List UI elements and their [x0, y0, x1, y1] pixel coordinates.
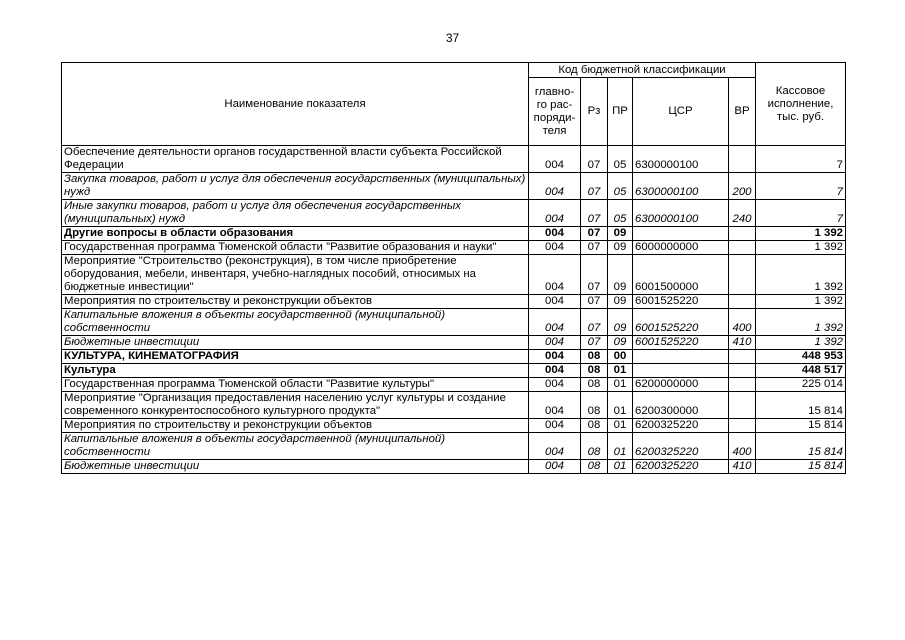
cell-amount: 15 814	[756, 392, 846, 419]
cell-amount: 1 392	[756, 227, 846, 241]
cell-glav: 004	[529, 227, 581, 241]
header-vr: ВР	[729, 78, 756, 146]
cell-glav: 004	[529, 146, 581, 173]
cell-glav: 004	[529, 419, 581, 433]
header-rz: Рз	[581, 78, 608, 146]
cell-pr: 01	[608, 419, 633, 433]
cell-vr	[729, 419, 756, 433]
cell-pr: 05	[608, 173, 633, 200]
cell-name: Иные закупки товаров, работ и услуг для обеспечения государственных (муниципальных) нужд	[62, 200, 529, 227]
cell-rz: 07	[581, 295, 608, 309]
cell-amount: 15 814	[756, 433, 846, 460]
cell-amount: 7	[756, 200, 846, 227]
cell-pr: 05	[608, 200, 633, 227]
cell-pr: 01	[608, 364, 633, 378]
cell-glav: 004	[529, 173, 581, 200]
table-row	[62, 295, 846, 309]
cell-name: Мероприятие "Строительство (реконструкция), в том числе приобретение оборудования, мебели, инвентаря, учебно-наглядных пособий, относимых на бюджетные инвестиции"	[62, 255, 529, 295]
cell-pr: 01	[608, 392, 633, 419]
cell-amount: 15 814	[756, 460, 846, 474]
cell-amount: 7	[756, 146, 846, 173]
table-body	[62, 146, 846, 474]
header-csr: ЦСР	[633, 78, 729, 146]
cell-glav: 004	[529, 295, 581, 309]
cell-amount: 1 392	[756, 309, 846, 336]
page-number: 37	[445, 31, 460, 45]
cell-name: Культура	[62, 364, 529, 378]
cell-csr: 6200325220	[633, 419, 729, 433]
cell-csr: 6001525220	[633, 309, 729, 336]
cell-glav: 004	[529, 378, 581, 392]
cell-csr: 6200325220	[633, 460, 729, 474]
cell-vr: 410	[729, 460, 756, 474]
header-name: Наименование показателя	[62, 63, 529, 146]
cell-rz: 08	[581, 392, 608, 419]
cell-amount: 7	[756, 173, 846, 200]
table-row	[62, 200, 846, 227]
cell-csr: 6300000100	[633, 146, 729, 173]
cell-glav: 004	[529, 241, 581, 255]
cell-csr	[633, 350, 729, 364]
cell-pr: 01	[608, 433, 633, 460]
cell-amount: 1 392	[756, 295, 846, 309]
cell-csr: 6000000000	[633, 241, 729, 255]
cell-name: Другие вопросы в области образования	[62, 227, 529, 241]
table-row	[62, 350, 846, 364]
header-amount: Кассовое исполнение, тыс. руб.	[756, 63, 846, 146]
cell-name: Обеспечение деятельности органов государственной власти субъекта Российской Федерации	[62, 146, 529, 173]
cell-glav: 004	[529, 364, 581, 378]
cell-rz: 08	[581, 433, 608, 460]
cell-vr	[729, 392, 756, 419]
table-row	[62, 392, 846, 419]
cell-vr	[729, 350, 756, 364]
cell-csr	[633, 227, 729, 241]
cell-csr	[633, 364, 729, 378]
table-header	[62, 63, 846, 146]
cell-name: Мероприятие "Организация предоставления населению услуг культуры и создание современного конкурентоспособного культурного продукта"	[62, 392, 529, 419]
cell-pr: 01	[608, 460, 633, 474]
cell-glav: 004	[529, 460, 581, 474]
cell-amount: 1 392	[756, 241, 846, 255]
table-row	[62, 309, 846, 336]
table-row	[62, 336, 846, 350]
cell-glav: 004	[529, 255, 581, 295]
table-row	[62, 146, 846, 173]
cell-glav: 004	[529, 200, 581, 227]
cell-name: Мероприятия по строительству и реконструкции объектов	[62, 295, 529, 309]
cell-vr: 400	[729, 433, 756, 460]
cell-rz: 08	[581, 419, 608, 433]
cell-glav: 004	[529, 433, 581, 460]
table-row	[62, 433, 846, 460]
table-row	[62, 173, 846, 200]
cell-csr: 6200300000	[633, 392, 729, 419]
table-row	[62, 364, 846, 378]
cell-pr: 01	[608, 378, 633, 392]
cell-amount: 225 014	[756, 378, 846, 392]
cell-glav: 004	[529, 392, 581, 419]
cell-name: Закупка товаров, работ и услуг для обеспечения государственных (муниципальных) нужд	[62, 173, 529, 200]
table-row	[62, 378, 846, 392]
cell-csr: 6001525220	[633, 336, 729, 350]
cell-pr: 09	[608, 255, 633, 295]
cell-amount: 448 953	[756, 350, 846, 364]
cell-csr: 6300000100	[633, 200, 729, 227]
cell-vr: 400	[729, 309, 756, 336]
cell-pr: 09	[608, 309, 633, 336]
table-row	[62, 255, 846, 295]
cell-pr: 09	[608, 295, 633, 309]
cell-rz: 07	[581, 227, 608, 241]
cell-amount: 448 517	[756, 364, 846, 378]
cell-vr	[729, 295, 756, 309]
cell-vr: 240	[729, 200, 756, 227]
cell-pr: 05	[608, 146, 633, 173]
cell-rz: 07	[581, 336, 608, 350]
cell-rz: 07	[581, 200, 608, 227]
cell-name: Бюджетные инвестиции	[62, 336, 529, 350]
cell-rz: 07	[581, 173, 608, 200]
cell-rz: 07	[581, 255, 608, 295]
cell-csr: 6001525220	[633, 295, 729, 309]
cell-vr	[729, 241, 756, 255]
cell-vr	[729, 146, 756, 173]
cell-vr	[729, 364, 756, 378]
cell-rz: 08	[581, 350, 608, 364]
cell-name: Мероприятия по строительству и реконструкции объектов	[62, 419, 529, 433]
cell-vr: 200	[729, 173, 756, 200]
cell-vr	[729, 255, 756, 295]
cell-rz: 07	[581, 146, 608, 173]
budget-table	[61, 62, 846, 474]
cell-glav: 004	[529, 336, 581, 350]
header-glav: главно-го рас-поряди-теля	[529, 78, 581, 146]
cell-rz: 07	[581, 241, 608, 255]
cell-vr	[729, 227, 756, 241]
cell-pr: 09	[608, 241, 633, 255]
cell-name: КУЛЬТУРА, КИНЕМАТОГРАФИЯ	[62, 350, 529, 364]
cell-amount: 1 392	[756, 255, 846, 295]
table-row	[62, 227, 846, 241]
cell-vr: 410	[729, 336, 756, 350]
cell-csr: 6001500000	[633, 255, 729, 295]
header-pr: ПР	[608, 78, 633, 146]
cell-name: Капитальные вложения в объекты государственной (муниципальной) собственности	[62, 433, 529, 460]
table-row	[62, 419, 846, 433]
header-code-group: Код бюджетной классификации	[529, 63, 756, 78]
cell-pr: 09	[608, 336, 633, 350]
cell-rz: 08	[581, 364, 608, 378]
cell-pr: 00	[608, 350, 633, 364]
cell-rz: 08	[581, 460, 608, 474]
cell-name: Государственная программа Тюменской области "Развитие культуры"	[62, 378, 529, 392]
cell-vr	[729, 378, 756, 392]
cell-glav: 004	[529, 350, 581, 364]
cell-csr: 6200000000	[633, 378, 729, 392]
cell-amount: 15 814	[756, 419, 846, 433]
cell-rz: 07	[581, 309, 608, 336]
cell-name: Бюджетные инвестиции	[62, 460, 529, 474]
cell-rz: 08	[581, 378, 608, 392]
cell-amount: 1 392	[756, 336, 846, 350]
cell-csr: 6200325220	[633, 433, 729, 460]
cell-pr: 09	[608, 227, 633, 241]
table-row	[62, 241, 846, 255]
cell-name: Капитальные вложения в объекты государственной (муниципальной) собственности	[62, 309, 529, 336]
table-row	[62, 460, 846, 474]
cell-csr: 6300000100	[633, 173, 729, 200]
cell-glav: 004	[529, 309, 581, 336]
cell-name: Государственная программа Тюменской области "Развитие образования и науки"	[62, 241, 529, 255]
